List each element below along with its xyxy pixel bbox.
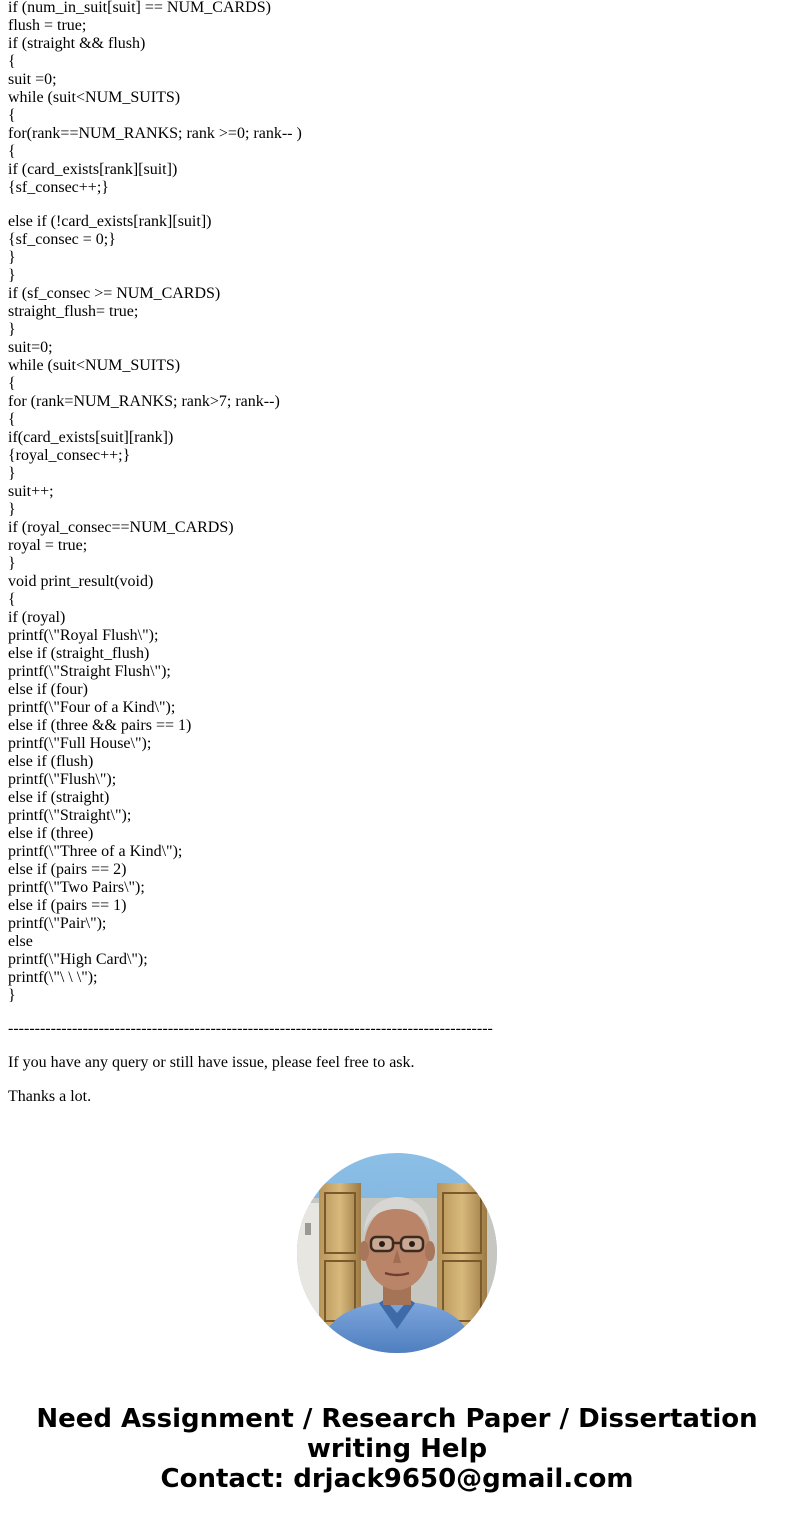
footer-contact: Contact: drjack9650@gmail.com — [160, 1464, 634, 1494]
footer-banner — [0, 1404, 794, 1494]
code-line: { — [8, 591, 16, 608]
code-line: suit =0; — [8, 71, 57, 88]
code-line: } — [8, 987, 16, 1004]
code-line: else if (three) — [8, 825, 94, 842]
code-line: if (royal) — [8, 609, 66, 626]
code-line: printf(\"Flush\"); — [8, 771, 117, 788]
code-line: straight_flush= true; — [8, 303, 139, 320]
code-line: else if (four) — [8, 681, 88, 698]
code-line: else if (flush) — [8, 753, 94, 770]
code-line: if (straight && flush) — [8, 35, 146, 52]
code-line: } — [8, 465, 16, 482]
code-line: while (suit<NUM_SUITS) — [8, 89, 181, 106]
author-avatar — [297, 1153, 497, 1353]
code-line: printf(\"Two Pairs\"); — [8, 879, 145, 896]
code-line: } — [8, 267, 16, 284]
code-line: else if (!card_exists[rank][suit]) — [8, 213, 212, 230]
code-line: if (sf_consec >= NUM_CARDS) — [8, 285, 221, 302]
footer-line-1: Need Assignment / Research Paper / Dissertation — [36, 1404, 758, 1434]
query-paragraph: If you have any query or still have issue, please feel free to ask. — [8, 1054, 415, 1071]
code-line: else if (straight) — [8, 789, 110, 806]
code-line: if(card_exists[suit][rank]) — [8, 429, 174, 446]
code-line: while (suit<NUM_SUITS) — [8, 357, 181, 374]
code-line: for(rank==NUM_RANKS; rank >=0; rank-- ) — [8, 125, 302, 142]
code-line: printf(\"Four of a Kind\"); — [8, 699, 176, 716]
code-line: } — [8, 249, 16, 266]
code-line: {royal_consec++;} — [8, 447, 131, 464]
author-photo — [297, 1153, 497, 1353]
code-line: printf(\"Royal Flush\"); — [8, 627, 159, 644]
code-line: flush = true; — [8, 17, 87, 34]
code-line: else if (pairs == 2) — [8, 861, 127, 878]
code-line: { — [8, 107, 16, 124]
code-line: if (card_exists[rank][suit]) — [8, 161, 178, 178]
code-line: { — [8, 375, 16, 392]
code-line: for (rank=NUM_RANKS; rank>7; rank--) — [8, 393, 280, 410]
footer-line-2: writing Help — [306, 1434, 488, 1464]
code-line: printf(\"High Card\"); — [8, 951, 148, 968]
code-line: if (num_in_suit[suit] == NUM_CARDS) — [8, 0, 271, 16]
code-line: { — [8, 143, 16, 160]
code-line — [8, 197, 302, 213]
code-line: else — [8, 933, 33, 950]
code-line: if (royal_consec==NUM_CARDS) — [8, 519, 234, 536]
code-line: royal = true; — [8, 537, 88, 554]
code-line: else if (pairs == 1) — [8, 897, 127, 914]
code-line: printf(\"Straight Flush\"); — [8, 663, 171, 680]
code-line: {sf_consec++;} — [8, 179, 109, 196]
code-line: suit=0; — [8, 339, 53, 356]
code-line: printf(\"Straight\"); — [8, 807, 132, 824]
code-line: suit++; — [8, 483, 54, 500]
code-line: else if (straight_flush) — [8, 645, 150, 662]
code-line: { — [8, 53, 16, 70]
code-snippet — [8, 0, 302, 1005]
code-line: printf(\"Full House\"); — [8, 735, 152, 752]
code-line: printf(\"Three of a Kind\"); — [8, 843, 183, 860]
code-line: printf(\"\ \ \"); — [8, 969, 98, 986]
code-line: else if (three && pairs == 1) — [8, 717, 192, 734]
code-line: { — [8, 411, 16, 428]
code-line: printf(\"Pair\"); — [8, 915, 107, 932]
code-line: void print_result(void) — [8, 573, 154, 590]
code-line: } — [8, 501, 16, 518]
code-line: } — [8, 555, 16, 572]
code-line: {sf_consec = 0;} — [8, 231, 116, 248]
separator-line: ------------------------------------------------------------------------------------------- — [8, 1020, 493, 1037]
thanks-paragraph: Thanks a lot. — [8, 1088, 92, 1105]
code-line: } — [8, 321, 16, 338]
